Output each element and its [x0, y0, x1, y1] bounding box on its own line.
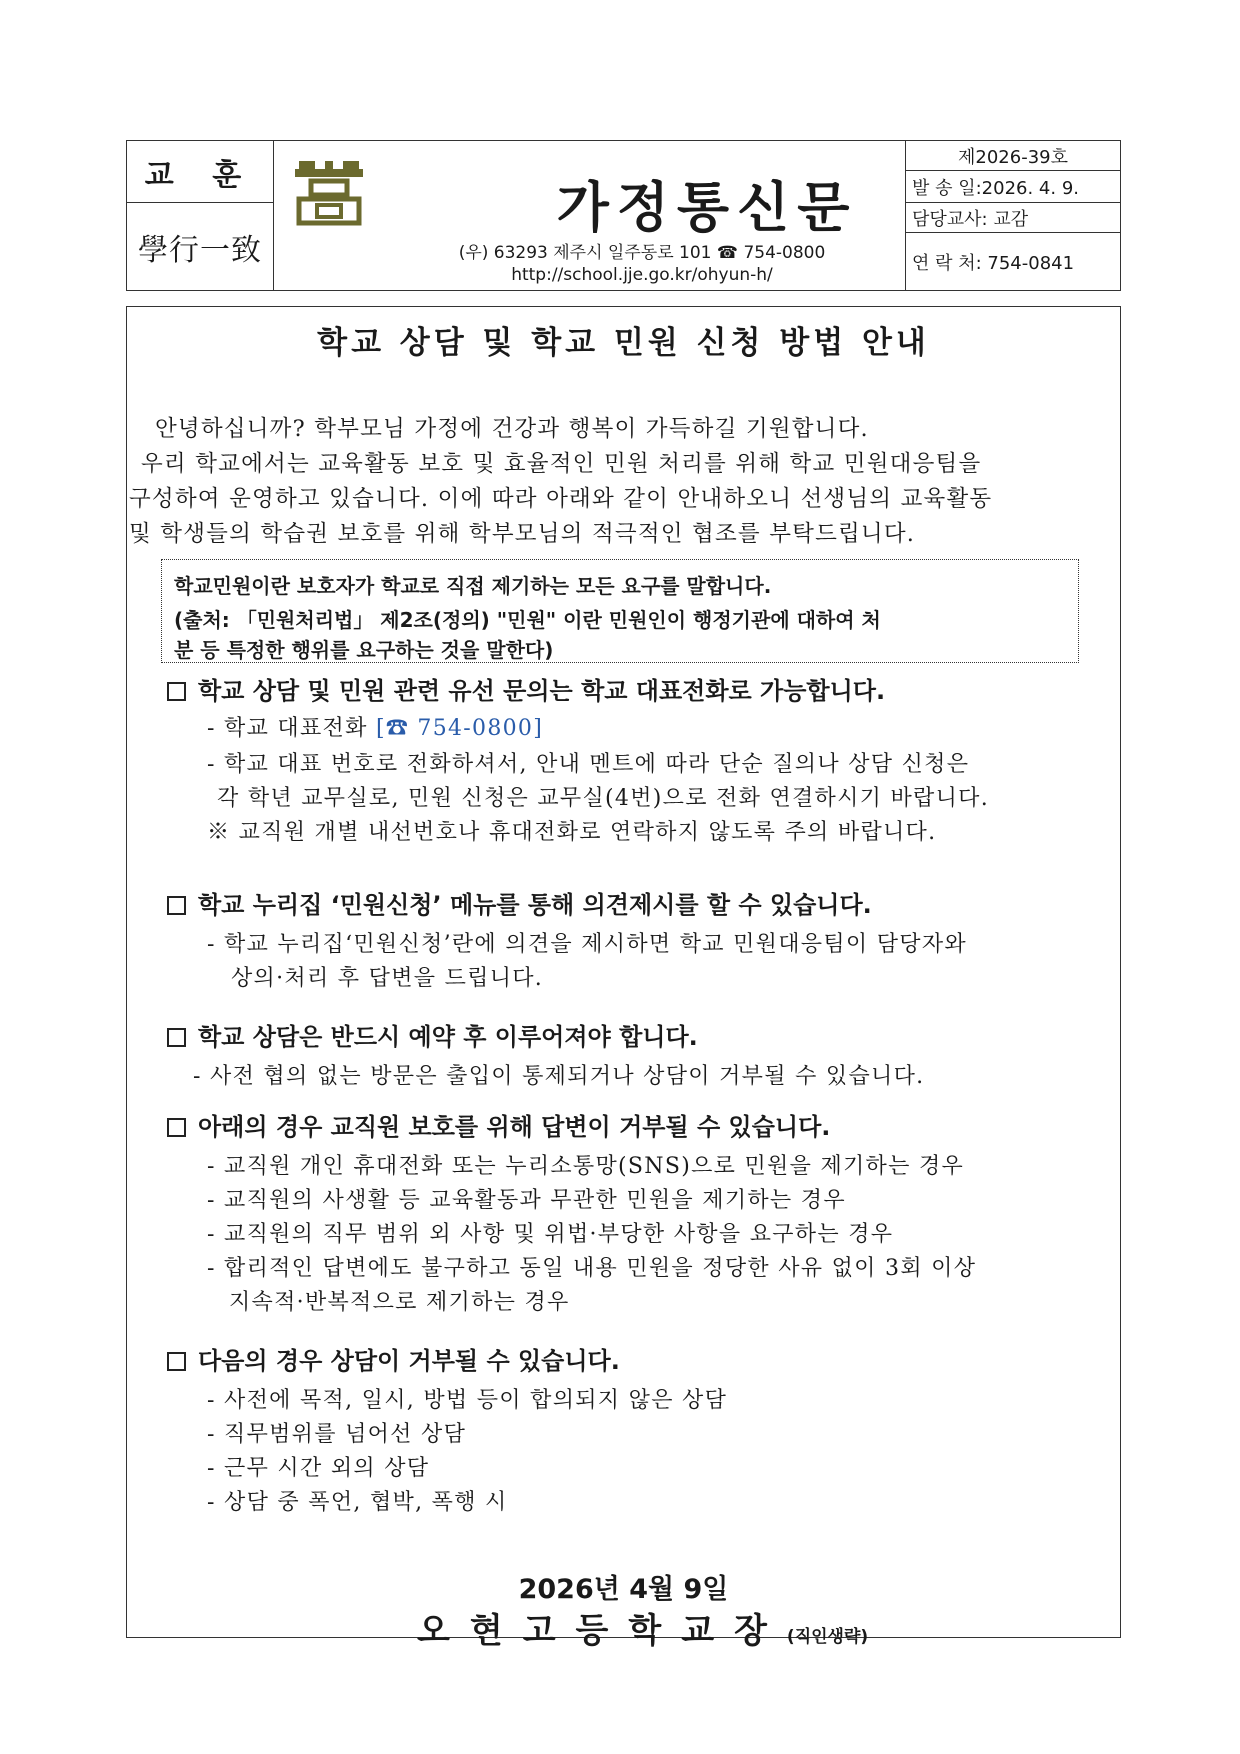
section-note: ※ 교직원 개별 내선번호나 휴대전화로 연락하지 않도록 주의 바랍니다.	[207, 820, 937, 845]
notice-line: 학교민원이란 보호자가 학교로 직접 제기하는 모든 요구를 말합니다.	[174, 574, 772, 598]
issue-number: 제2026-39호	[906, 141, 1120, 171]
intro-line: 안녕하십니까? 학부모님 가정에 건강과 행복이 가득하길 기원합니다.	[155, 416, 869, 442]
main-title: 학교 상담 및 학교 민원 신청 방법 안내	[317, 325, 930, 361]
intro-line: 구성하여 운영하고 있습니다. 이에 따라 아래와 같이 안내하오니 선생님의 교육활동	[129, 486, 993, 512]
checkbox-icon	[167, 1028, 186, 1047]
section-item: - 직무범위를 넘어선 상담	[207, 1422, 467, 1447]
motto-column	[127, 141, 274, 290]
section-item: 상의·처리 후 답변을 드립니다.	[231, 966, 544, 991]
school-phone: [☎ 754-0800]	[375, 716, 544, 741]
section-item: - 학교 대표 번호로 전화하셔서, 안내 멘트에 따라 단순 질의나 상담 신청은	[207, 752, 970, 777]
school-emblem-icon	[289, 155, 369, 227]
section-item: - 교직원의 사생활 등 교육활동과 무관한 민원을 제기하는 경우	[207, 1188, 846, 1213]
section-item: 각 학년 교무실로, 민원 신청은 교무실(4번)으로 전화 연결하시기 바랍니다.	[217, 786, 990, 811]
section-item: - 근무 시간 외의 상담	[207, 1456, 430, 1481]
motto-text: 學行一致	[138, 232, 262, 268]
checkbox-icon	[167, 1352, 186, 1371]
section-item: - 교직원의 직무 범위 외 사항 및 위법·부당한 사항을 요구하는 경우	[207, 1222, 894, 1247]
seal-omitted-note: (직인생략)	[786, 1627, 869, 1647]
section-heading: 아래의 경우 교직원 보호를 위해 답변이 거부될 수 있습니다.	[167, 1107, 830, 1142]
section-item: - 합리적인 답변에도 불구하고 동일 내용 민원을 정당한 사유 없이 3회 이상	[207, 1256, 977, 1281]
document-title: 가정통신문	[556, 175, 858, 239]
checkbox-icon	[167, 896, 186, 915]
school-url: http://school.jje.go.kr/ohyun-h/	[511, 265, 773, 285]
school-address: (우) 63293 제주시 일주동로 101 ☎ 754-0800	[458, 243, 826, 263]
section-item: - 사전에 목적, 일시, 방법 등이 합의되지 않은 상담	[207, 1388, 728, 1413]
contact-number: 연 락 처: 754-0841	[912, 252, 1075, 274]
section-item: - 교직원 개인 휴대전화 또는 누리소통망(SNS)으로 민원을 제기하는 경우	[207, 1154, 965, 1179]
issue-date: 발 송 일:2026. 4. 9.	[906, 171, 1120, 203]
checkbox-icon	[167, 1118, 186, 1137]
signer-line	[417, 1603, 868, 1652]
letter-header	[126, 140, 1121, 291]
section-heading: 다음의 경우 상담이 거부될 수 있습니다.	[167, 1341, 620, 1376]
letter-body	[126, 306, 1121, 1651]
motto-label: 교 훈	[127, 141, 273, 203]
signer-name: 오현고등학교장	[417, 1611, 787, 1651]
section-item: - 상담 중 폭언, 협박, 폭행 시	[207, 1490, 508, 1515]
issue-info-box	[905, 141, 1120, 290]
letter-date: 2026년 4월 9일	[518, 1574, 729, 1605]
section-item: - 학교 대표전화 [☎ 754-0800]	[207, 716, 544, 741]
section-heading: 학교 상담 및 민원 관련 유선 문의는 학교 대표전화로 가능합니다.	[167, 671, 885, 706]
section-item: - 사전 협의 없는 방문은 출입이 통제되거나 상담이 거부될 수 있습니다.	[193, 1064, 925, 1089]
intro-line: 및 학생들의 학습권 보호를 위해 학부모님의 적극적인 협조를 부탁드립니다.	[129, 521, 916, 547]
section-item: 지속적·반복적으로 제기하는 경우	[229, 1290, 570, 1315]
section-heading: 학교 상담은 반드시 예약 후 이루어져야 합니다.	[167, 1017, 698, 1052]
intro-line: 우리 학교에서는 교육활동 보호 및 효율적인 민원 처리를 위해 학교 민원대응팀을	[141, 451, 982, 477]
definition-notice-box	[161, 559, 1079, 663]
section-heading: 학교 누리집 ‘민원신청’ 메뉴를 통해 의견제시를 할 수 있습니다.	[167, 885, 872, 920]
checkbox-icon	[167, 682, 186, 701]
section-item: - 학교 누리집‘민원신청’란에 의견을 제시하면 학교 민원대응팀이 담당자와	[207, 932, 967, 957]
notice-line: 분 등 특정한 행위를 요구하는 것을 말한다)	[174, 638, 554, 662]
notice-line: (출처: 「민원처리법」 제2조(정의) "민원" 이란 민원인이 행정기관에 대하여 처	[174, 608, 881, 632]
teacher-in-charge: 담당교사: 교감	[906, 203, 1120, 233]
